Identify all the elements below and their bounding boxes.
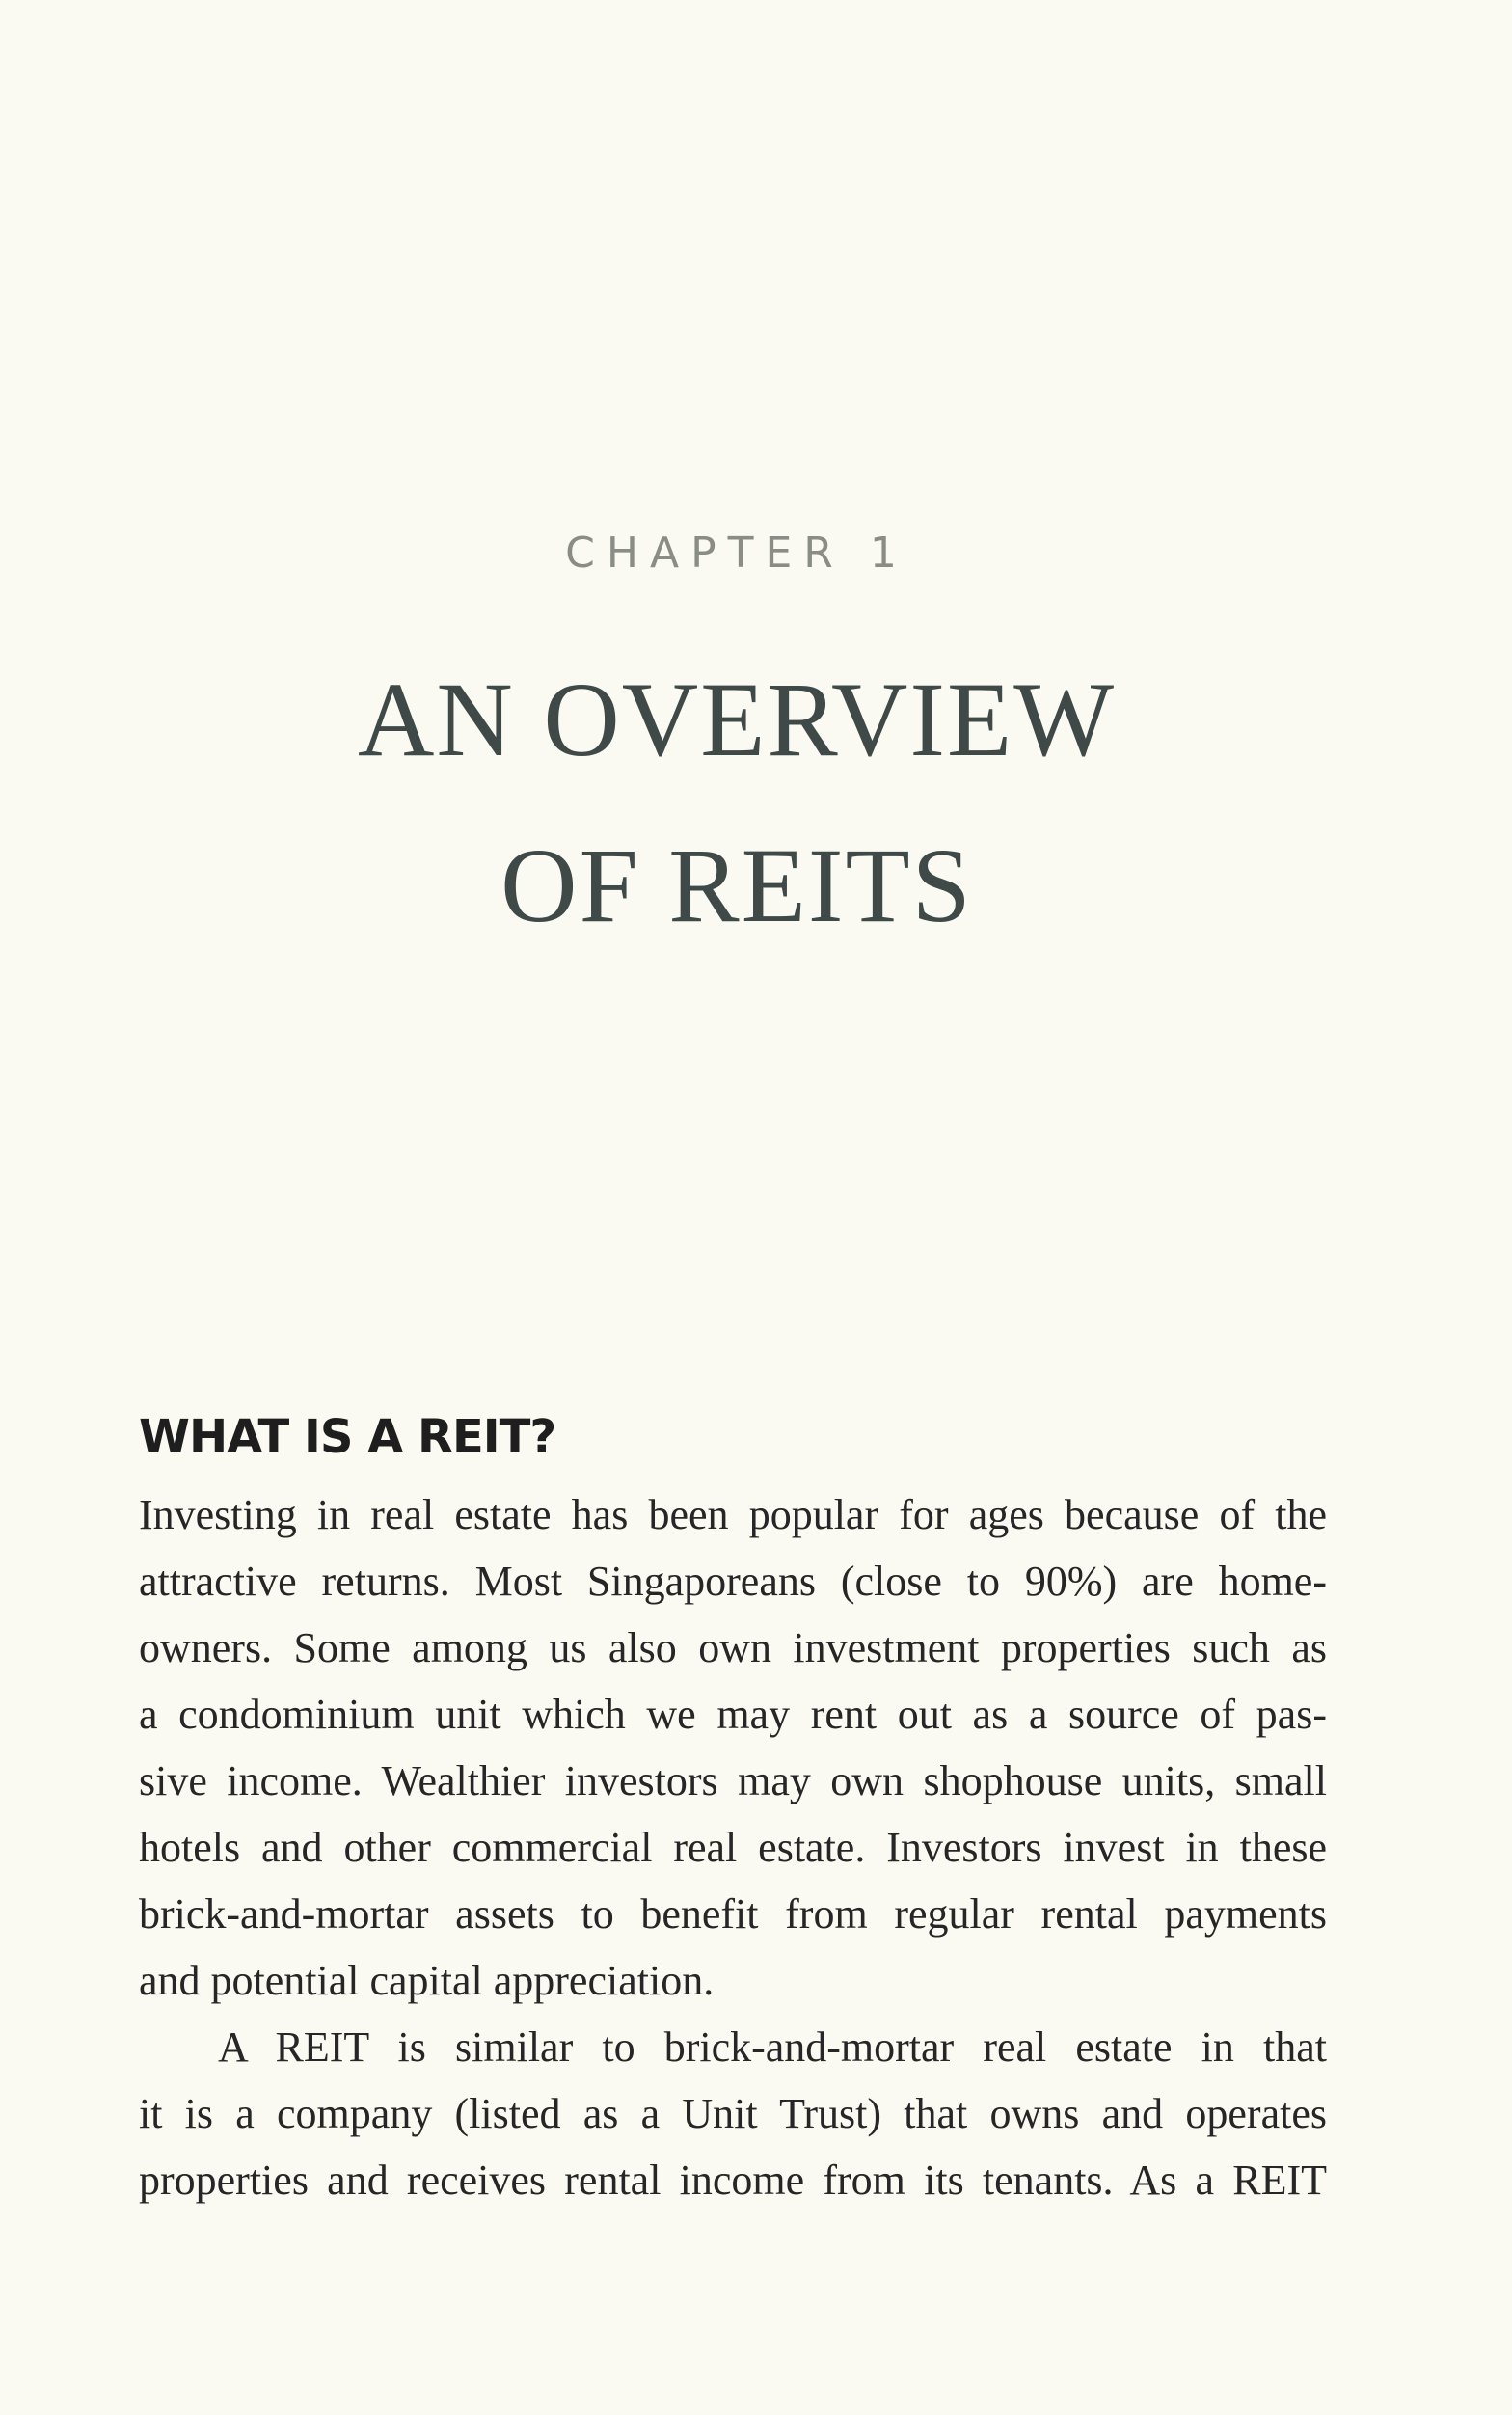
- text-line: owners. Some among us also own investment properties such as: [139, 1624, 1327, 1671]
- section-heading: WHAT IS A REIT?: [139, 1410, 556, 1464]
- chapter-title: [0, 637, 1473, 968]
- chapter-title-line-2: OF REITS: [500, 827, 973, 944]
- text-line: Investing in real estate has been popular for ages because of the: [139, 1491, 1327, 1538]
- paragraph-2: [139, 2014, 1327, 2213]
- text-line: sive income. Wealthier investors may own shophouse units, small: [139, 1757, 1327, 1804]
- text-line: brick-and-mortar assets to benefit from regular rental payments: [139, 1890, 1327, 1938]
- body-text: [139, 1481, 1327, 2213]
- text-line: hotels and other commercial real estate. Investors invest in these: [139, 1824, 1327, 1871]
- text-line: a condominium unit which we may rent out as a source of pas-: [139, 1691, 1327, 1738]
- chapter-label: CHAPTER 1: [565, 529, 908, 578]
- text-line: attractive returns. Most Singaporeans (close to 90%) are home-: [139, 1558, 1327, 1605]
- text-line: properties and receives rental income from its tenants. As a REIT: [139, 2157, 1327, 2204]
- text-line: A REIT is similar to brick-and-mortar real estate in that: [218, 2023, 1327, 2071]
- text-line: and potential capital appreciation.: [139, 1957, 715, 2004]
- paragraph-1: [139, 1481, 1327, 2014]
- text-line: it is a company (listed as a Unit Trust) that owns and operates: [139, 2090, 1327, 2137]
- chapter-title-line-1: AN OVERVIEW: [357, 661, 1117, 778]
